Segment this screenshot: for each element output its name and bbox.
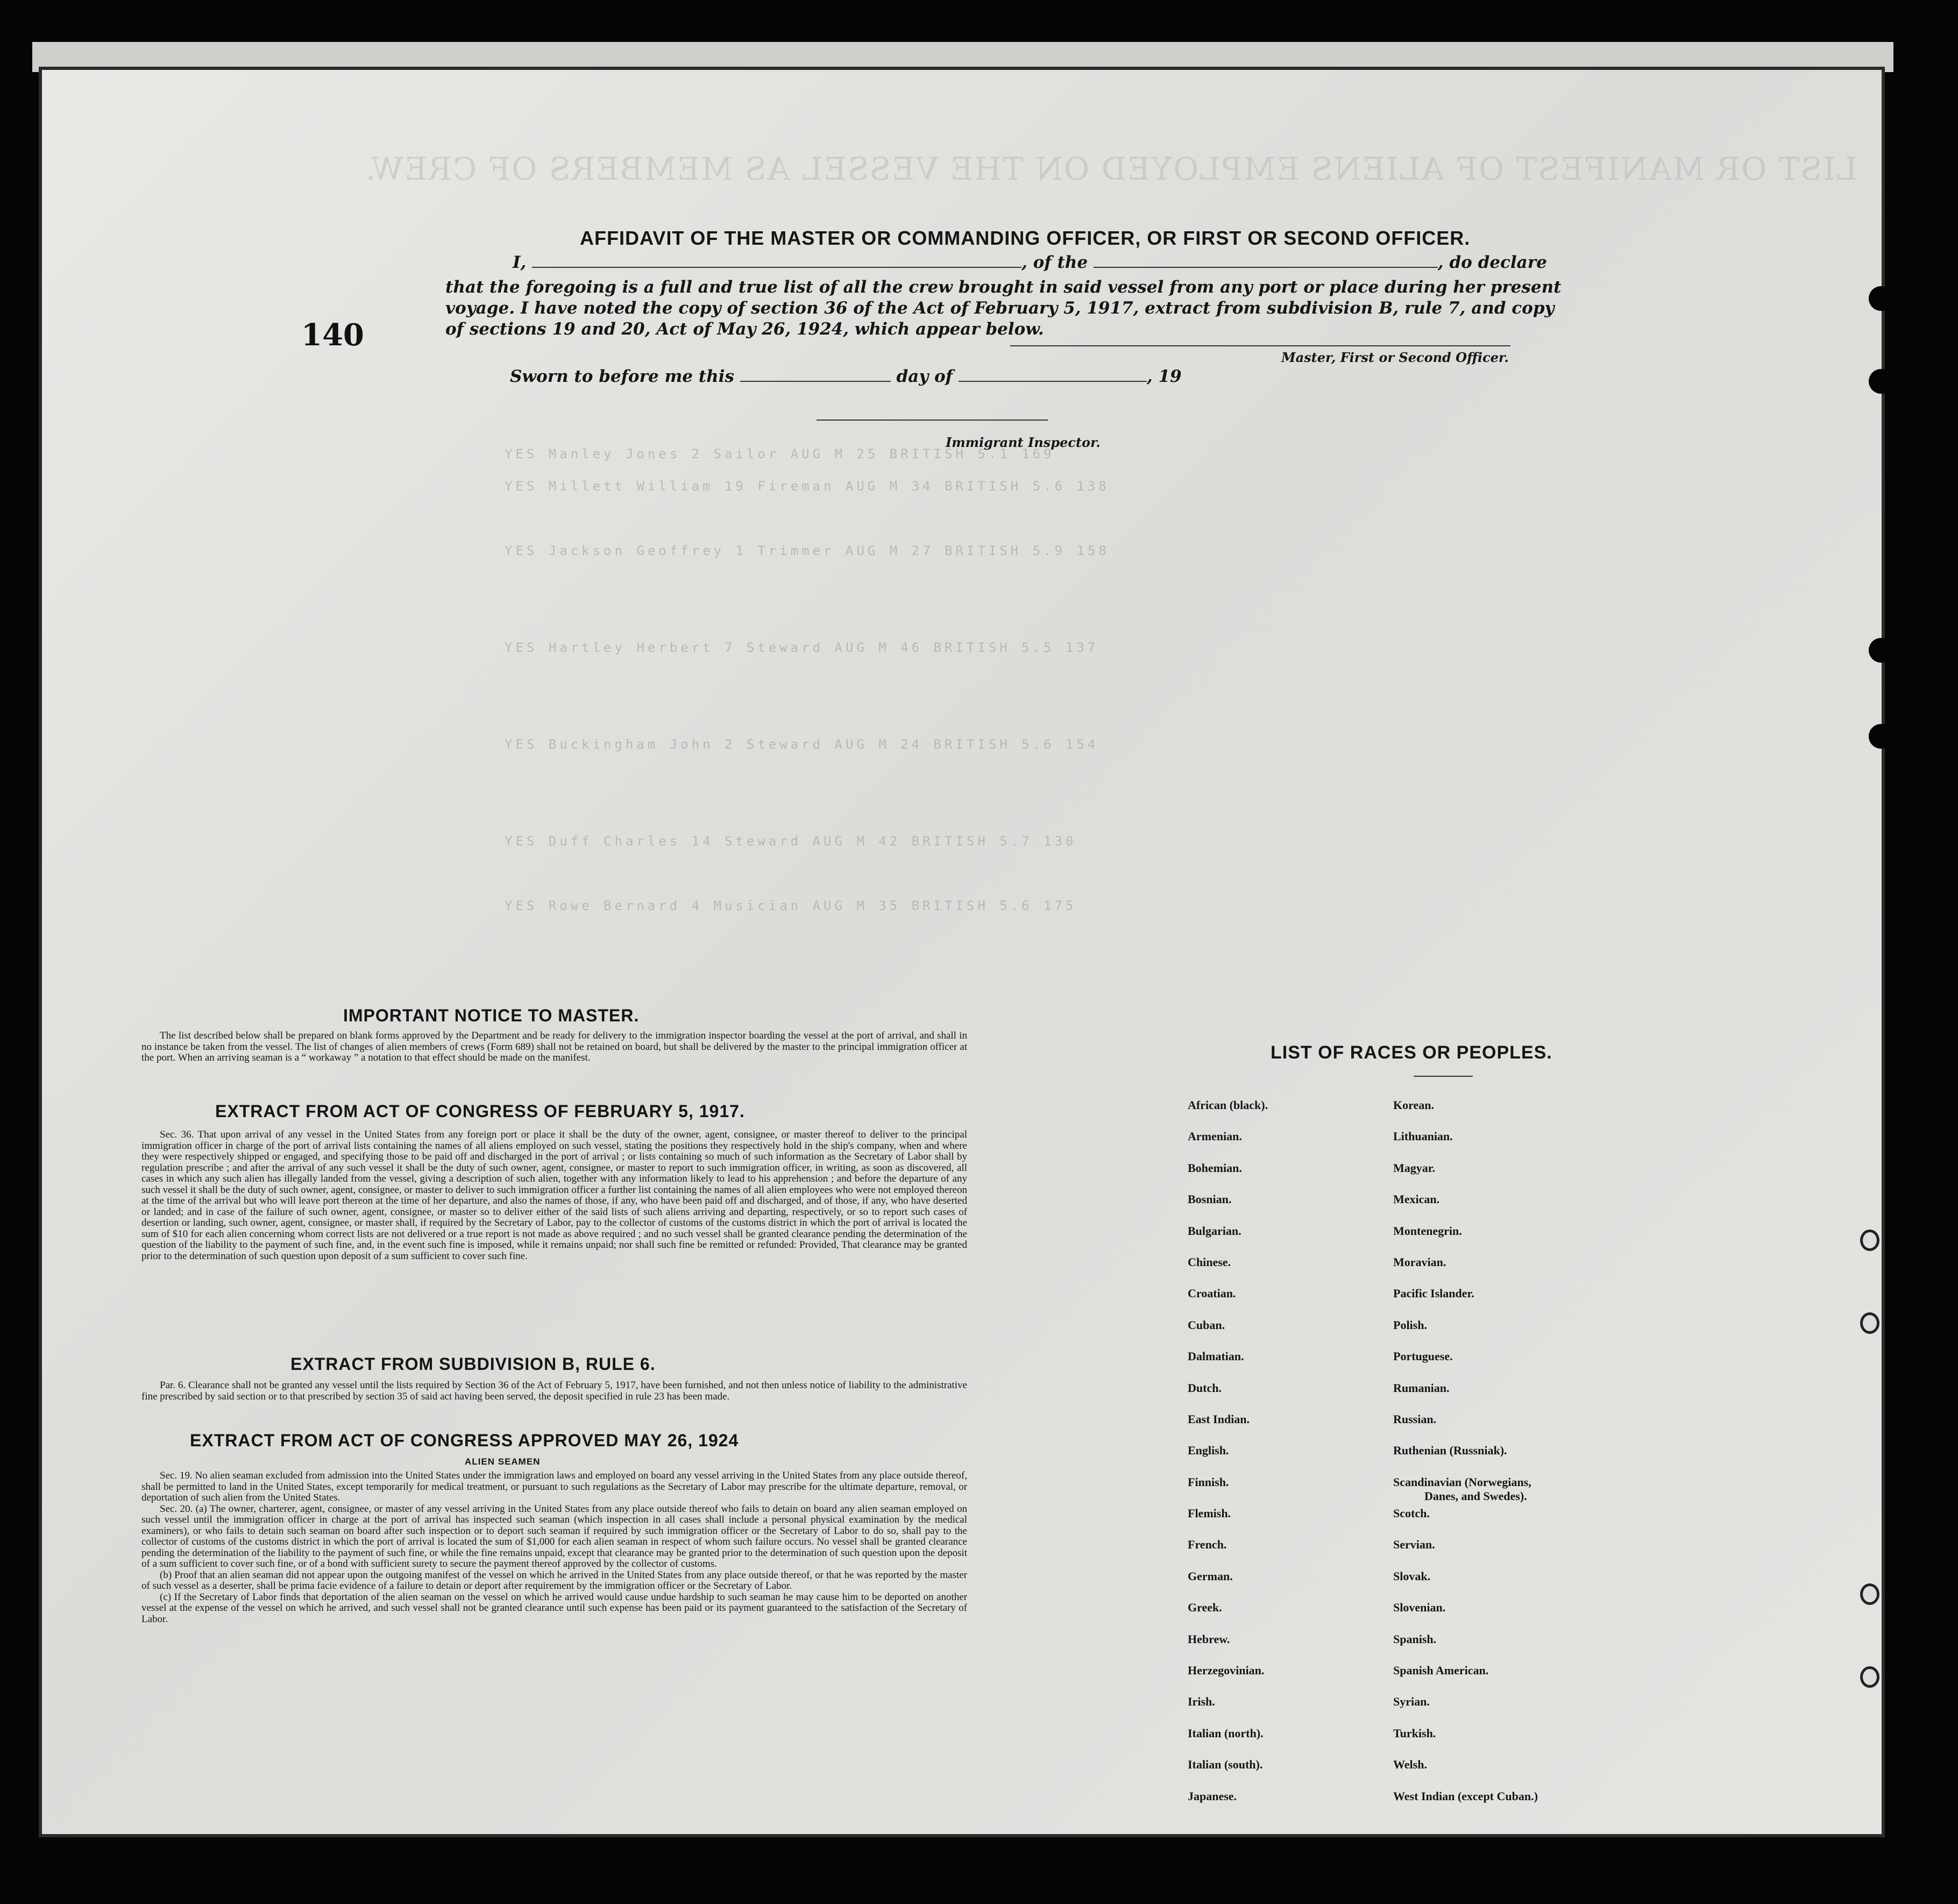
race-item: Flemish. (1188, 1507, 1231, 1521)
race-item: Scotch. (1393, 1507, 1430, 1521)
sheet-number-mark: 140 (301, 317, 364, 353)
race-item: Croatian. (1188, 1287, 1236, 1301)
punch-hole (1869, 638, 1893, 663)
race-item-continuation: Danes, and Swedes). (1424, 1489, 1527, 1503)
race-item: Cuban. (1188, 1318, 1225, 1332)
bleed-through-row: YES Buckingham John 2 Steward AUG M 24 BRITISH 5.6 154 (505, 737, 1099, 752)
sworn-label: Sworn to before me this (510, 367, 734, 386)
races-heading: LIST OF RACES OR PEOPLES. (1271, 1042, 1552, 1063)
race-item: Greek. (1188, 1601, 1222, 1615)
sworn-day-field[interactable] (740, 381, 891, 382)
extract-1917-heading: EXTRACT FROM ACT OF CONGRESS OF FEBRUARY 5, 1917. (215, 1102, 745, 1121)
binder-ring (1860, 1312, 1879, 1334)
bleed-through-row: YES Jackson Geoffrey 1 Trimmer AUG M 27 BRITISH 5.9 158 (505, 543, 1110, 558)
race-item: Bosnian. (1188, 1192, 1232, 1206)
race-item: Herzegovinian. (1188, 1664, 1265, 1678)
race-item: Armenian. (1188, 1129, 1242, 1143)
race-item: Portuguese. (1393, 1349, 1453, 1363)
race-item: Hebrew. (1188, 1632, 1230, 1646)
rule-6-paragraph: Par. 6. Clearance shall not be granted any vessel until the lists required by Section 36 of the Act of February 5, 1917, have been furnished, and not then unless notice of liability to the administrative fine prescribed by said section or to that prescribed by section 35 of said act having been served, the deposit specified in rule 23 has been made. (141, 1380, 967, 1402)
race-item: Montenegrin. (1393, 1224, 1462, 1238)
race-item: Spanish American. (1393, 1664, 1489, 1678)
sworn-month-field[interactable] (959, 381, 1147, 382)
notice-text (141, 1031, 967, 1064)
section-19-paragraph: Sec. 19. No alien seaman excluded from admission into the United States under the immigration laws and employed on board any vessel arriving in the United States from any place outside thereof, shall be permitted to land in the United States, except temporarily for medical treatment, or pursuant to such regulations as the Secretary of Labor may prescribe for the ultimate departure, removal, or deportation of such alien from the United States. (141, 1470, 967, 1503)
punch-hole (1869, 286, 1893, 311)
race-item: Bohemian. (1188, 1161, 1242, 1175)
sworn-year-prefix: , 19 (1146, 367, 1182, 386)
race-item: Russian. (1393, 1412, 1437, 1426)
race-item-text: Scandinavian (Norwegians, (1393, 1475, 1531, 1489)
race-item: Chinese. (1188, 1255, 1231, 1269)
race-item: Slovak. (1393, 1569, 1431, 1583)
races-heading-rule (1414, 1076, 1473, 1077)
affidavit-declaration-line (513, 253, 1547, 272)
affidavit-do-declare: , do declare (1437, 253, 1547, 272)
page-top-edge (32, 42, 1893, 72)
race-item: Japanese. (1188, 1789, 1237, 1803)
section-20a-paragraph: Sec. 20. (a) The owner, charterer, agent, consignee, or master of any vessel arriving in the United States from any place outside thereof who fails to detain on board any alien seaman employed on such vessel until the immigration officer in charge at the port of arrival has inspected such seaman (which inspection in all cases shall include a personal physical examination by the medical examiners), or who fails to detain such seaman on board after such inspection or to deport such seaman if required by such immigration officer or the Secretary of Labor to do so, shall pay to the collector of customs of the customs district in which the port of arrival is located the sum of $1,000 for each alien seaman in respect of whom such failure occurs. No vessel shall be granted clearance pending the determination of the liability to the payment of such fine, or while the fine remains unpaid, except that clearance may be granted prior to the determination of such question upon the deposit of a sum sufficient to cover such fine, or of a bond with sufficient surety to secure the payment thereof approved by the collector of customs. (141, 1503, 967, 1569)
inspector-signature-line[interactable] (817, 420, 1048, 421)
affidavit-title: AFFIDAVIT OF THE MASTER OR COMMANDING OFFICER, OR FIRST OR SECOND OFFICER. (580, 227, 1471, 249)
race-item: Ruthenian (Russniak). (1393, 1444, 1507, 1458)
sworn-line (510, 367, 1182, 386)
document-page (42, 70, 1882, 1834)
bleed-through-text: LIST OR MANIFEST OF ALIENS EMPLOYED ON THE VESSEL AS MEMBERS OF CREW. (365, 151, 1857, 187)
race-item: Dalmatian. (1188, 1349, 1244, 1363)
section-20b-paragraph: (b) Proof that an alien seaman did not appear upon the outgoing manifest of the vessel on which he arrived in the United States from any place outside thereof, or that he was reported by the master of such vessel as a deserter, shall be prima facie evidence of a failure to detain or deport after requirement by the immigration officer or the Secretary of Labor. (141, 1569, 967, 1592)
extract-rule6-heading: EXTRACT FROM SUBDIVISION B, RULE 6. (290, 1354, 656, 1374)
race-item: Rumanian. (1393, 1381, 1450, 1395)
race-item: Magyar. (1393, 1161, 1436, 1175)
race-item: Bulgarian. (1188, 1224, 1242, 1238)
punch-hole (1869, 369, 1893, 394)
race-item: Italian (south). (1188, 1758, 1263, 1772)
race-item: French. (1188, 1538, 1227, 1552)
race-item: African (black). (1188, 1098, 1268, 1112)
races-left-column (1188, 1099, 1268, 1822)
race-item: Pacific Islander. (1393, 1287, 1474, 1301)
section-36-paragraph: Sec. 36. That upon arrival of any vessel in the United States from any foreign port or place it shall be the duty of the owner, agent, consignee, or master thereof to deliver to the principal immigration officer in charge of the port of arrival lists containing the names of all aliens employed on such vessel, stating the positions they respectively hold in the ship's company, when and where they were respectively shipped or engaged, and specifying those to be paid off and discharged in the port of arrival ; or lists containing so much of such information as the Secretary of Labor shall by regulation prescribe ; and after the arrival of any such vessel it shall be the duty of such owner, agent, consignee, or master to report to such immigration officer, in writing, as soon as discovered, all cases in which any such alien has illegally landed from the vessel, giving a description of such alien, together with any information likely to lead to his apprehension ; and before the departure of any such vessel it shall be the duty of such owner, agent, consignee, or master to deliver to such immigration officer a further list containing the names of all alien employees who were not employed thereon at the time of the arrival but who will leave port thereon at the time of her departure, and also the names of those, if any, who have been paid off and discharged, and of those, if any, who have deserted or landed; and in case of the failure of such owner, agent, consignee, or master so to deliver either of the said lists of such aliens arriving and departing, respectively, or so to report such cases of desertion or landing, such owner, agent, consignee, or master shall, if required by the Secretary of Labor, pay to the collector of customs of the customs district in which the port of arrival is located the sum of $10 for each alien concerning whom correct lists are not delivered or a true report is not made as above required ; and no such vessel shall be granted clearance pending the determination of the question of the liability to the payment of such fine, and, in the event such fine is imposed, while it remains unpaid; nor shall such fine be remitted or refunded: Provided, That clearance may be granted prior to the determination of such question upon deposit of a sum sufficient to cover such fine. (141, 1129, 967, 1262)
race-item: Welsh. (1393, 1758, 1427, 1772)
vessel-name-field[interactable] (1094, 267, 1438, 268)
sworn-day-of: day of (896, 367, 953, 386)
race-item: Spanish. (1393, 1632, 1437, 1646)
race-item: Mexican. (1393, 1192, 1440, 1206)
race-item: Finnish. (1188, 1475, 1229, 1489)
race-item: German. (1188, 1569, 1233, 1583)
race-item: West Indian (except Cuban.) (1393, 1789, 1538, 1803)
race-item: Turkish. (1393, 1726, 1436, 1740)
race-item: Polish. (1393, 1318, 1427, 1332)
race-item: Irish. (1188, 1695, 1215, 1709)
notice-paragraph: The list described below shall be prepared on blank forms approved by the Department and be ready for delivery to the immigration inspector boarding the vessel at the port of arrival, and shall in no instance be taken from the vessel. The list of changes of alien members of crews (Form 689) shall not be retained on board, but shall be delivered by the master to the principal immigration officer at the port. When an arriving seaman is a “ workaway ” a notation to that effect should be made on the manifest. (141, 1030, 967, 1063)
extract-rule6-text (141, 1380, 967, 1402)
race-item: Italian (north). (1188, 1726, 1264, 1740)
race-item (1393, 1476, 1538, 1508)
affidavit-line-4: of sections 19 and 20, Act of May 26, 1924, which appear below. (445, 319, 1044, 339)
master-name-field[interactable] (532, 267, 1021, 268)
race-item: Dutch. (1188, 1381, 1222, 1395)
affidavit-of-the: , of the (1021, 253, 1088, 272)
alien-seamen-subheading: ALIEN SEAMEN (465, 1457, 541, 1467)
affidavit-i: I, (513, 253, 527, 272)
binder-ring (1860, 1583, 1879, 1605)
inspector-label: Immigrant Inspector. (946, 435, 1101, 450)
bleed-through-row: YES Duff Charles 14 Steward AUG M 42 BRITISH 5.7 130 (505, 834, 1077, 849)
notice-heading: IMPORTANT NOTICE TO MASTER. (343, 1006, 640, 1025)
affidavit-line-2: that the foregoing is a full and true list of all the crew brought in said vessel from any port or place during her present (445, 278, 1562, 297)
bleed-through-row: YES Rowe Bernard 4 Musician AUG M 35 BRITISH 5.6 175 (505, 898, 1077, 913)
race-item: East Indian. (1188, 1412, 1250, 1426)
race-item: Syrian. (1393, 1695, 1430, 1709)
bleed-through-row: YES Millett William 19 Fireman AUG M 34 BRITISH 5.6 138 (505, 479, 1110, 494)
bleed-through-row: YES Hartley Herbert 7 Steward AUG M 46 BRITISH 5.5 137 (505, 640, 1099, 655)
signature-label: Master, First or Second Officer. (1281, 350, 1509, 365)
race-item: Moravian. (1393, 1255, 1446, 1269)
binder-ring (1860, 1666, 1879, 1688)
section-20c-paragraph: (c) If the Secretary of Labor finds that deportation of the alien seaman on the vessel on which he arrived would cause undue hardship to such seaman he may cause him to be deported on another vessel at the expense of the vessel on which he arrived, and such vessel shall not be granted clearance until such expense has been paid or its payment guaranteed to the satisfaction of the Secretary of Labor. (141, 1591, 967, 1625)
races-right-column (1393, 1099, 1538, 1822)
extract-1924-heading: EXTRACT FROM ACT OF CONGRESS APPROVED MAY 26, 1924 (190, 1431, 739, 1450)
affidavit-line-3: voyage. I have noted the copy of section 36 of the Act of February 5, 1917, extract from subdivision B, rule 7, and copy (445, 299, 1555, 318)
extract-1917-text (141, 1129, 967, 1262)
race-item: English. (1188, 1444, 1229, 1458)
race-item: Lithuanian. (1393, 1129, 1453, 1143)
race-item: Servian. (1393, 1538, 1435, 1552)
binder-ring (1860, 1230, 1879, 1251)
punch-hole (1869, 724, 1893, 749)
extract-1924-text (141, 1470, 967, 1625)
race-item: Korean. (1393, 1098, 1434, 1112)
race-item: Slovenian. (1393, 1601, 1446, 1615)
bleed-through-row: YES Manley Jones 2 Sailor AUG M 25 BRITISH 5.1 169 (505, 446, 1055, 461)
signature-line[interactable] (1010, 345, 1510, 346)
